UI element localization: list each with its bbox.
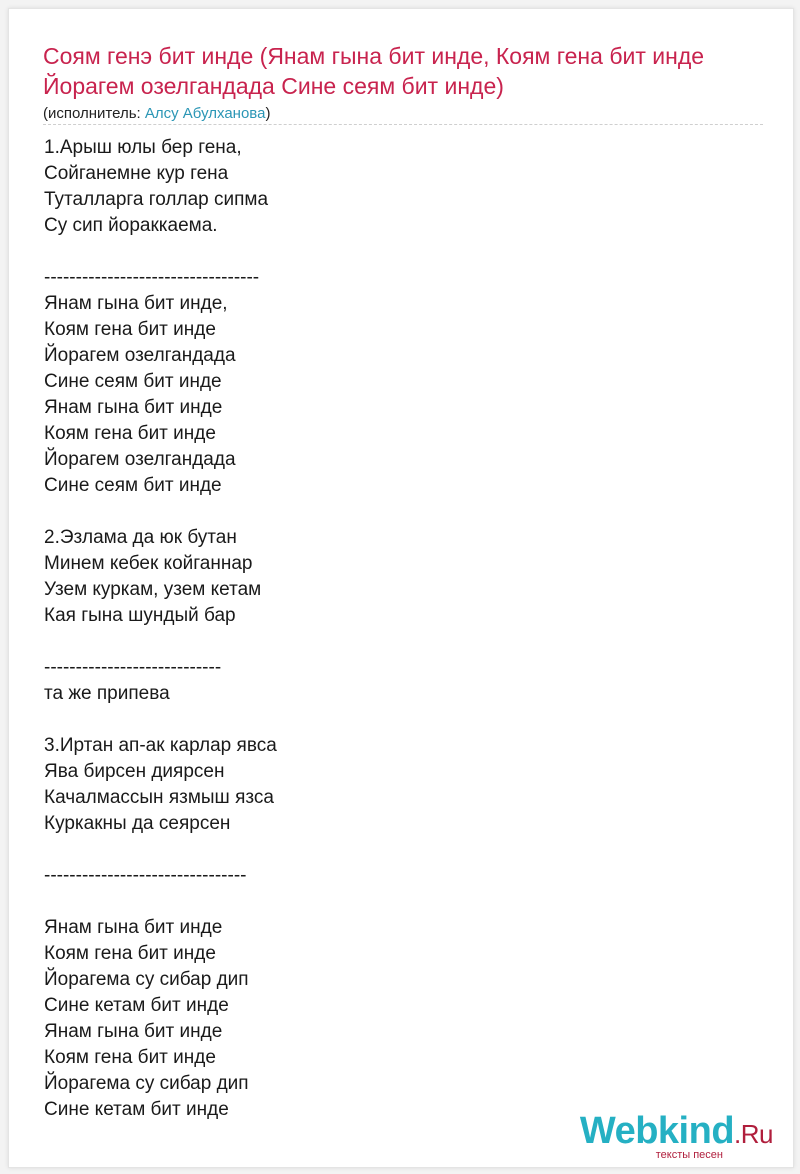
lyric-line: Коям гена бит инде	[44, 319, 216, 340]
lyric-line: ----------------------------------	[44, 267, 260, 288]
lyric-line: Качалмассын язмыш язса	[44, 787, 274, 808]
lyric-line: --------------------------------	[44, 865, 247, 886]
lyric-line: Ява бирсен диярсен	[44, 761, 225, 782]
lyric-line: Янам гына бит инде,	[44, 293, 228, 314]
lyric-line: Куркакны да сеярсен	[44, 813, 231, 834]
lyric-line: 1.Арыш юлы бер гена,	[44, 137, 242, 158]
lyrics-page	[8, 8, 794, 1168]
lyric-line: Кая гына шундый бар	[44, 605, 236, 626]
artist-prefix: (исполнитель:	[43, 105, 145, 122]
lyric-line: Йорагема су сибар дип	[44, 1073, 249, 1094]
lyric-line: Янам гына бит инде	[44, 917, 223, 938]
lyric-line: 2.Эзлама да юк бутан	[44, 527, 237, 548]
lyric-line: Узем куркам, узем кетам	[44, 579, 262, 600]
lyric-spacer	[44, 889, 744, 915]
lyric-spacer	[44, 239, 744, 265]
lyric-line: 3.Иртан ап-ак карлар явса	[44, 735, 277, 756]
lyric-line: Туталларга голлар сипма	[44, 189, 269, 210]
lyric-line: ----------------------------	[44, 657, 222, 678]
lyric-line: Сине сеям бит инде	[44, 475, 222, 496]
lyric-line: Янам гына бит инде	[44, 397, 223, 418]
lyric-line: Минем кебек койганнар	[44, 553, 253, 574]
lyric-line: Сине кетам бит инде	[44, 1099, 229, 1120]
lyric-spacer	[44, 837, 744, 863]
lyric-line: Су сип йораккаема.	[44, 215, 218, 236]
lyric-line: Коям гена бит инде	[44, 943, 216, 964]
artist-link[interactable]: Алсу Абулханова	[144, 105, 266, 122]
brand-tagline: тексты песен	[655, 1149, 723, 1161]
lyric-spacer	[44, 629, 744, 655]
lyric-line: Сине кетам бит инде	[44, 995, 229, 1016]
lyric-line: та же припева	[44, 683, 170, 704]
brand-logo	[573, 1109, 773, 1168]
lyric-line: Йорагем озелгандада	[44, 449, 236, 470]
lyric-spacer	[44, 707, 744, 733]
lyric-line: Йорагема су сибар дип	[44, 969, 249, 990]
brand-tld: .Ru	[734, 1119, 773, 1149]
lyric-line: Йорагем озелгандада	[44, 345, 236, 366]
brand-name: Webkind	[579, 1110, 735, 1152]
lyric-line: Коям гена бит инде	[44, 423, 216, 444]
lyric-spacer	[44, 499, 744, 525]
lyrics-body	[44, 135, 744, 1123]
lyric-line: Сине сеям бит инде	[44, 371, 222, 392]
artist-line	[43, 105, 270, 123]
artist-suffix: )	[265, 105, 271, 122]
song-title: Соям генэ бит инде (Янам гына бит инде, Коям гена бит инде Йорагем озелгандада Сине сеям бит инде)	[43, 43, 705, 99]
header-divider	[43, 124, 763, 125]
lyric-line: Янам гына бит инде	[44, 1021, 223, 1042]
lyric-line: Сойганемне кур гена	[44, 163, 229, 184]
lyric-line: Коям гена бит инде	[44, 1047, 216, 1068]
